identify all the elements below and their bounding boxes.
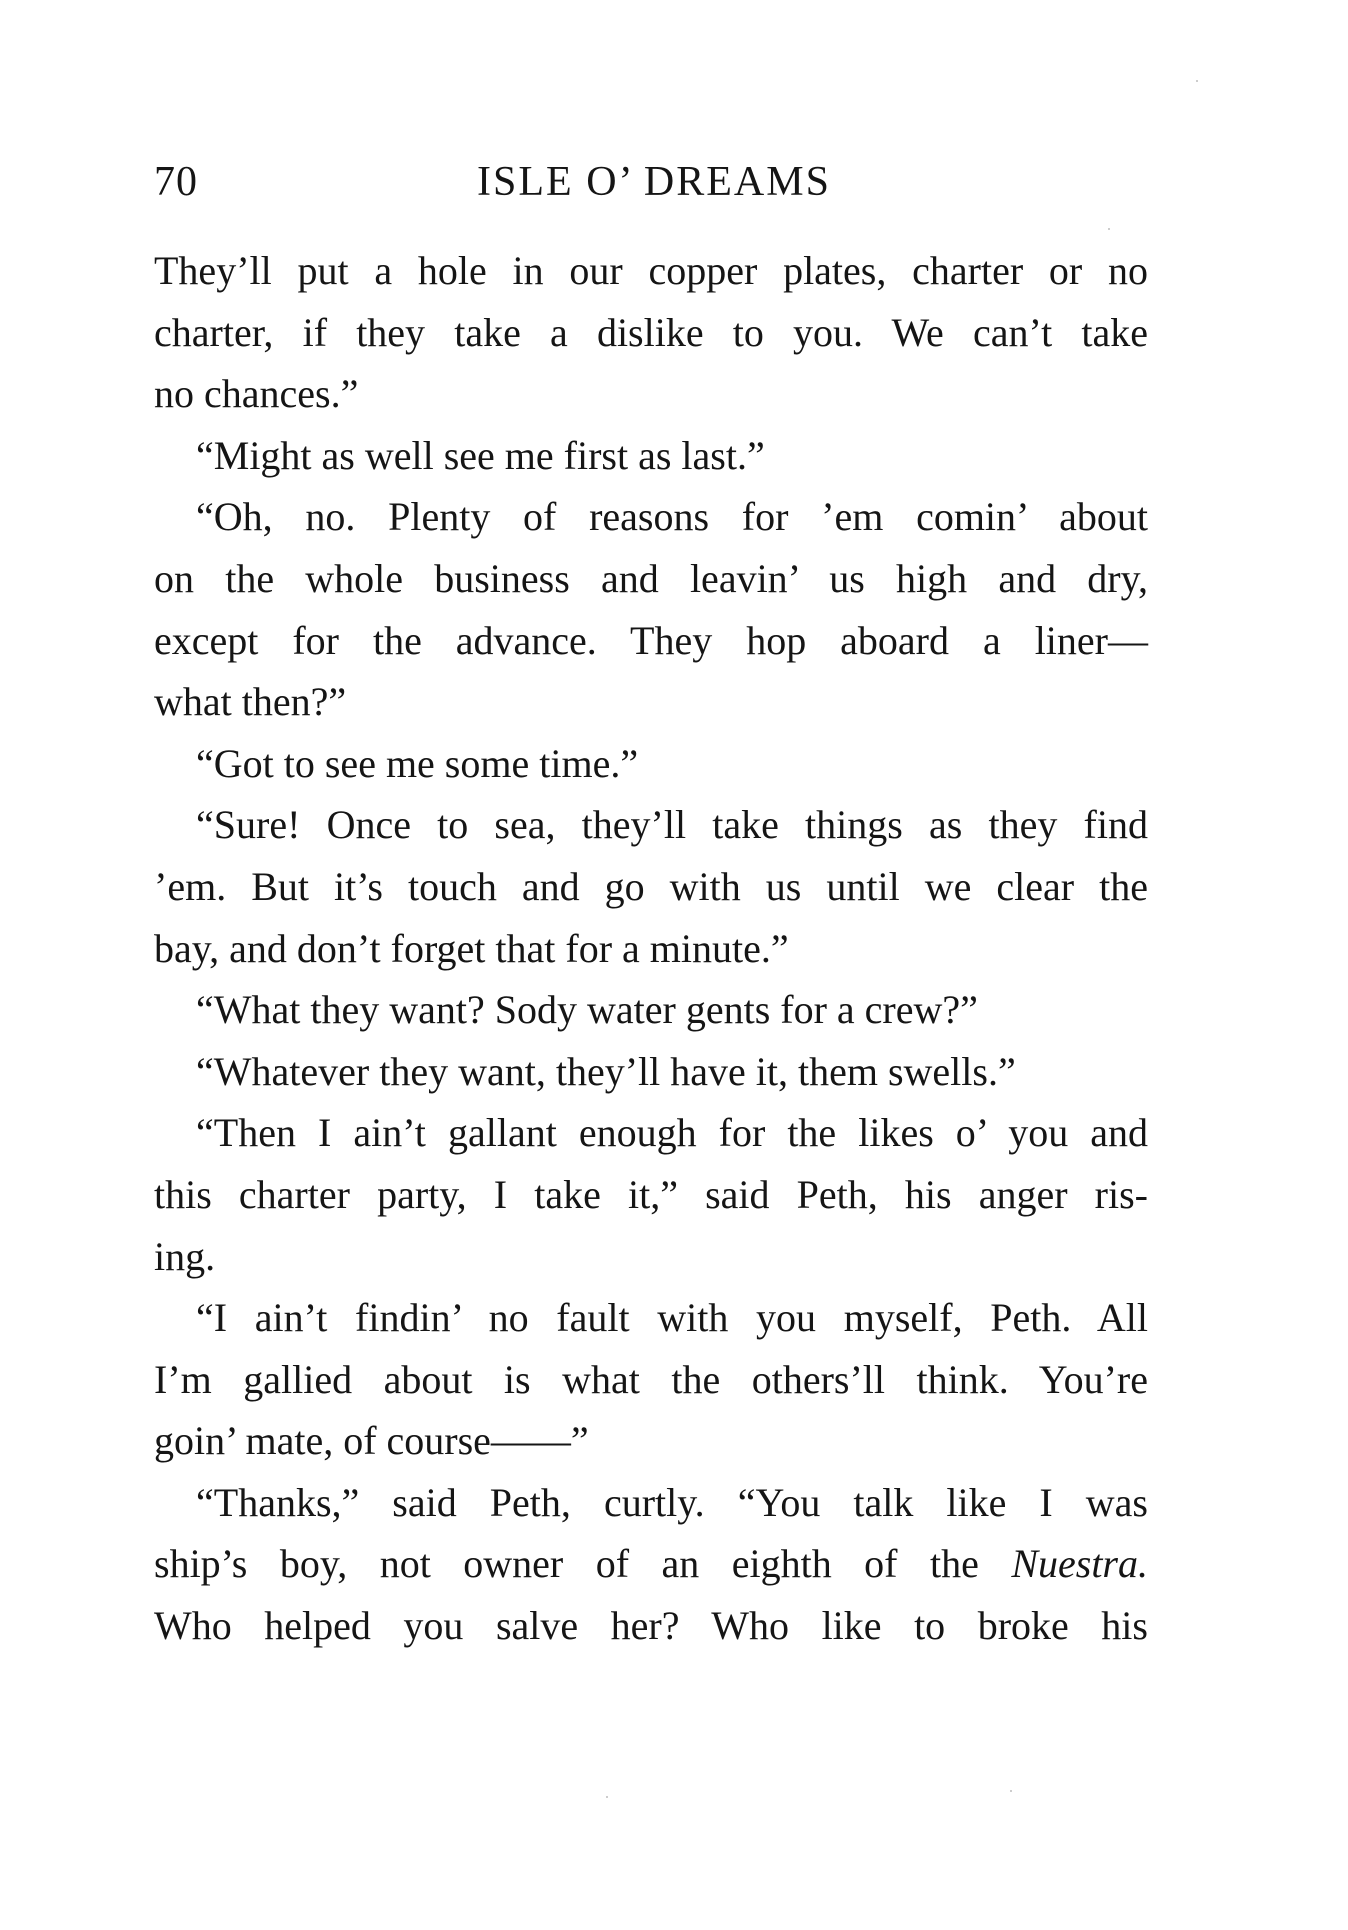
text-line: charter, if they take a dislike to you. We can’t take [154, 309, 1148, 355]
paper-speck [1108, 228, 1110, 230]
body-text [154, 240, 1148, 1657]
text-line: ing. [154, 1233, 216, 1279]
text-line: ’em. But it’s touch and go with us until we clear the [154, 863, 1148, 909]
text-line: this charter party, I take it,” said Peth, his anger ris- [154, 1171, 1148, 1217]
running-head: ISLE O’ DREAMS [477, 159, 831, 205]
text-line: “Sure! Once to sea, they’ll take things as they find [196, 802, 1148, 848]
text-line: what then?” [154, 679, 347, 725]
paper-speck [606, 1796, 608, 1798]
text-line: They’ll put a hole in our copper plates, charter or no [154, 248, 1148, 293]
text-line: no chances.” [154, 371, 359, 417]
text-line: “Whatever they want, they’ll have it, them swells.” [196, 1048, 1016, 1094]
text-line: bay, and don’t forget that for a minute.” [154, 925, 789, 971]
text-line: I’m gallied about is what the others’ll think. You’re [154, 1356, 1148, 1402]
text-line: “Got to see me some time.” [196, 740, 639, 786]
text-line: ship’s boy, not owner of an eighth of the Nuestra. [154, 1541, 1148, 1587]
page-header [154, 158, 1154, 218]
text-line: “Thanks,” said Peth, curtly. “You talk like I was [196, 1479, 1148, 1525]
text-line: “Might as well see me first as last.” [196, 432, 765, 478]
page-number: 70 [154, 159, 198, 205]
text-line: on the whole business and leavin’ us high and dry, [154, 555, 1148, 601]
paper-speck [1010, 1790, 1012, 1792]
ship-name-italic: Nuestra. [1011, 1541, 1148, 1587]
paper-speck [1196, 80, 1198, 82]
text-line: “Oh, no. Plenty of reasons for ’em comin’ about [196, 494, 1148, 540]
text-line: “What they want? Sody water gents for a crew?” [196, 987, 978, 1033]
text-line: “Then I ain’t gallant enough for the likes o’ you and [196, 1110, 1148, 1156]
text-line: except for the advance. They hop aboard a liner— [154, 617, 1148, 663]
text-line: Who helped you salve her? Who like to broke his [154, 1603, 1148, 1649]
text-line: goin’ mate, of course——” [154, 1418, 589, 1464]
text-line: “I ain’t findin’ no fault with you myself, Peth. All [196, 1295, 1148, 1341]
